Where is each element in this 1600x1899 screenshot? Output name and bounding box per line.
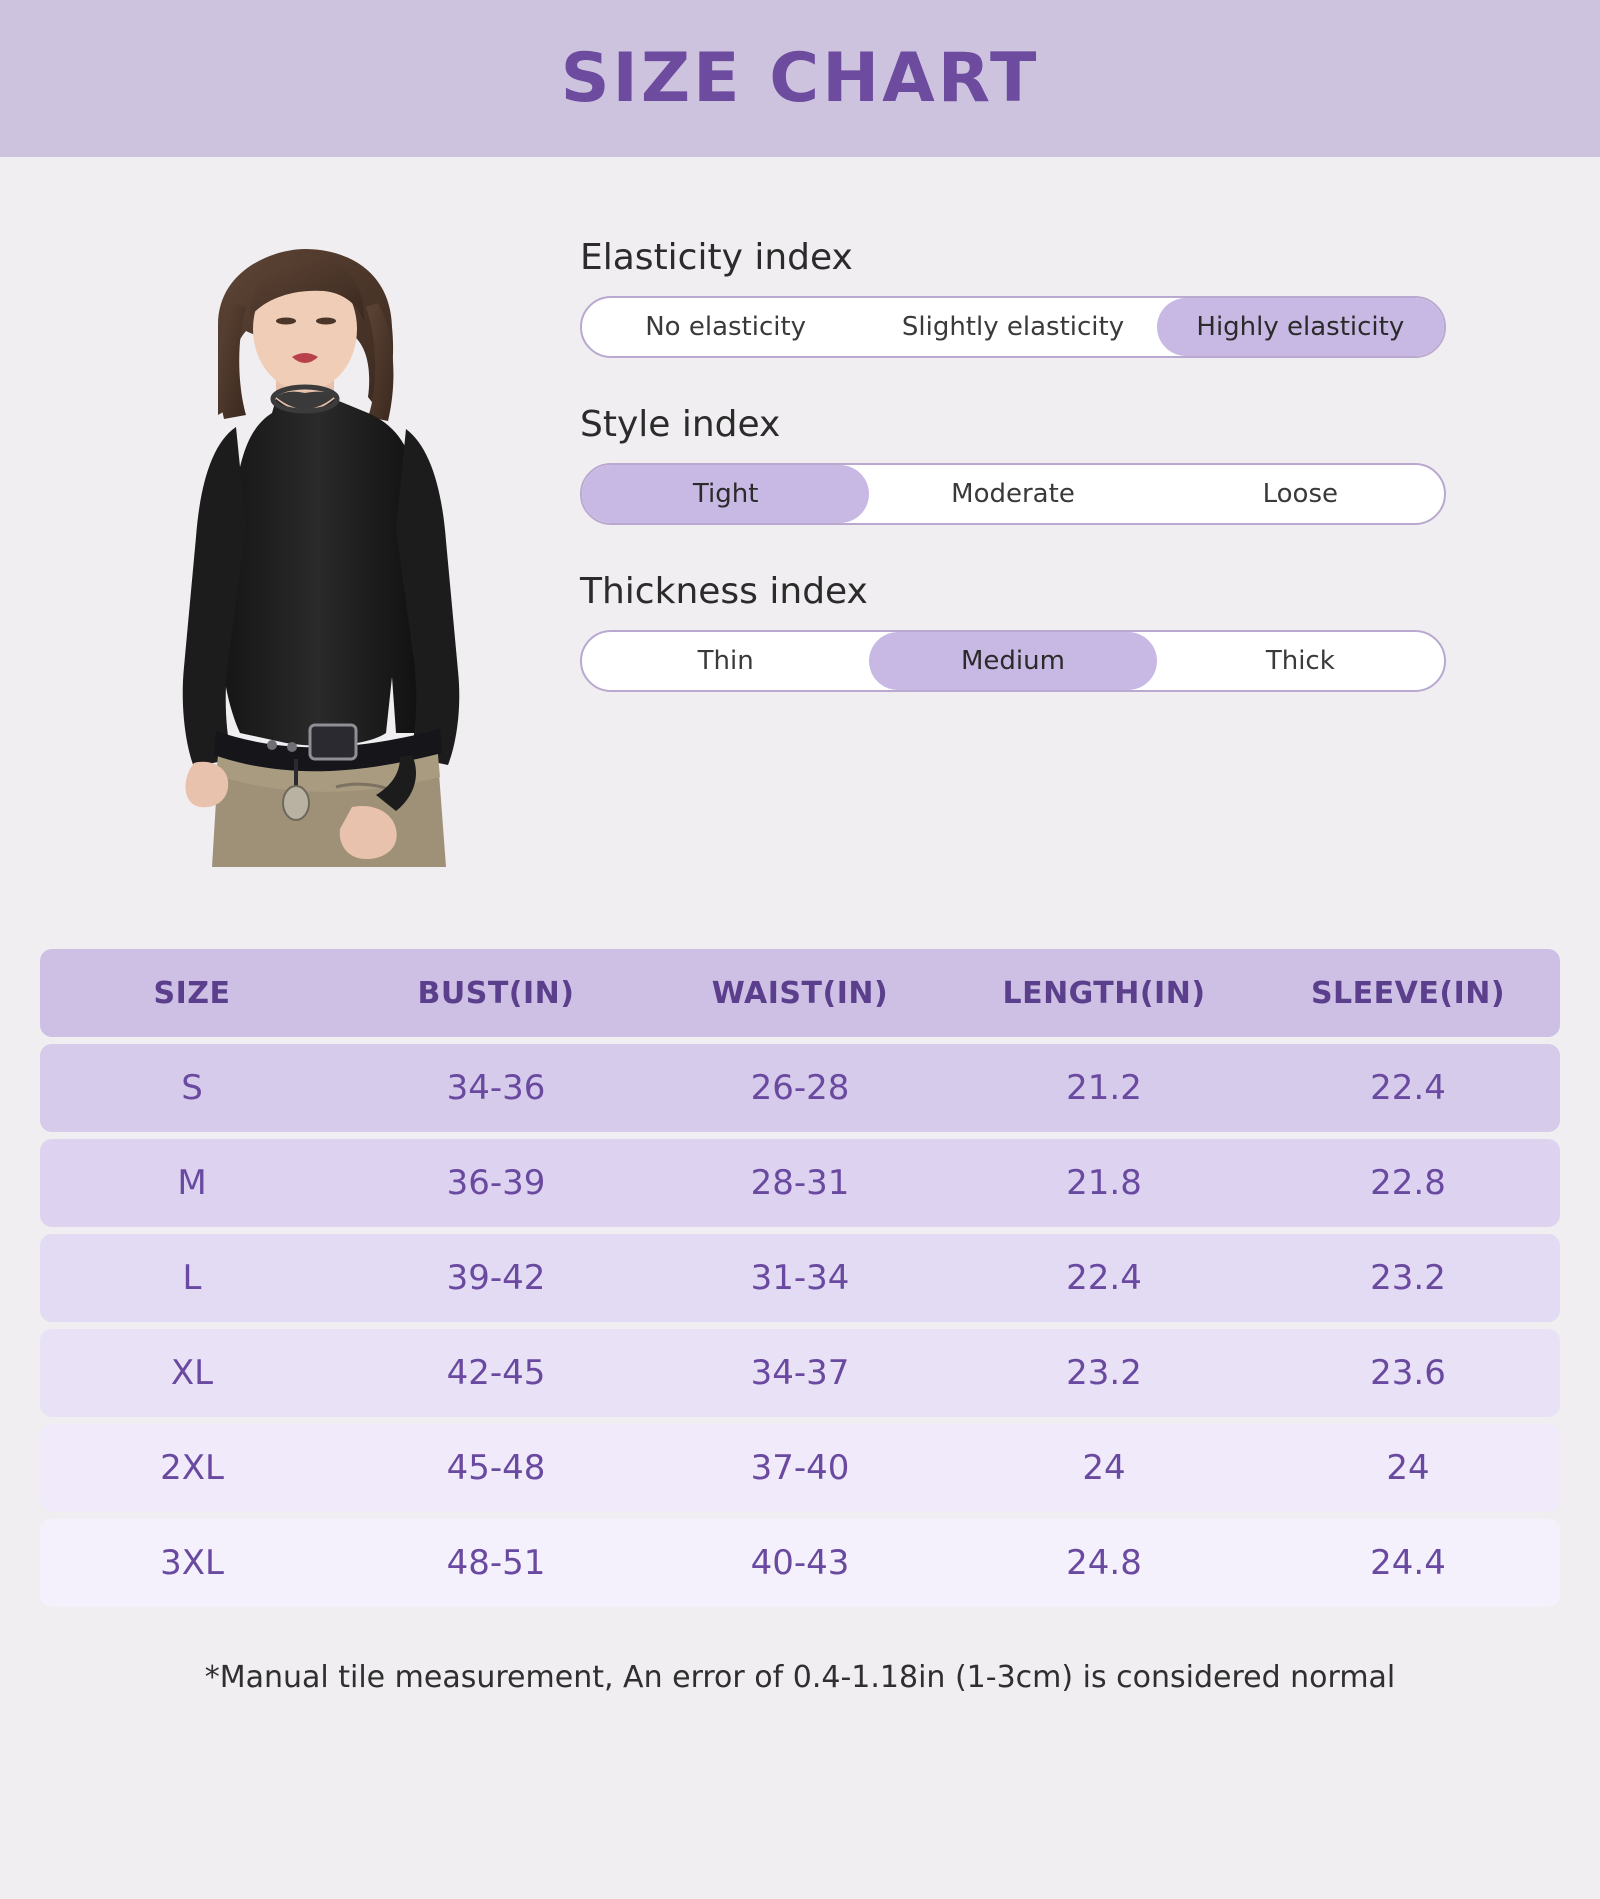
table-row: [40, 1329, 1560, 1417]
cell-length: 21.8: [952, 1139, 1256, 1227]
size-table-container: [0, 867, 1600, 1614]
cell-length: 21.2: [952, 1044, 1256, 1132]
column-header-sleeve: SLEEVE(IN): [1256, 949, 1560, 1037]
cell-length: 22.4: [952, 1234, 1256, 1322]
style-index-title: Style index: [580, 404, 781, 445]
cell-bust: 36-39: [344, 1139, 648, 1227]
cell-size: 3XL: [40, 1519, 344, 1607]
thickness-index-block: [580, 571, 1560, 692]
style-index-options: [580, 463, 1446, 525]
cell-size: S: [40, 1044, 344, 1132]
cell-size: XL: [40, 1329, 344, 1417]
product-model-image: [100, 247, 500, 867]
column-header-length: LENGTH(IN): [952, 949, 1256, 1037]
cell-bust: 45-48: [344, 1424, 648, 1512]
cell-waist: 34-37: [648, 1329, 952, 1417]
size-table: [40, 942, 1560, 1614]
table-row: [40, 1424, 1560, 1512]
cell-waist: 26-28: [648, 1044, 952, 1132]
page-title: SIZE CHART: [560, 39, 1040, 118]
index-column: [560, 217, 1560, 692]
table-row: [40, 1044, 1560, 1132]
table-row: [40, 1234, 1560, 1322]
cell-size: L: [40, 1234, 344, 1322]
cell-waist: 31-34: [648, 1234, 952, 1322]
table-row: [40, 1139, 1560, 1227]
thickness-option-thick[interactable]: Thick: [1265, 646, 1335, 676]
cell-bust: 42-45: [344, 1329, 648, 1417]
cell-waist: 40-43: [648, 1519, 952, 1607]
elasticity-index-options: [580, 296, 1446, 358]
thickness-option-thin[interactable]: Thin: [697, 646, 754, 676]
elasticity-option-highly[interactable]: Highly elasticity: [1157, 298, 1444, 356]
table-row: [40, 1519, 1560, 1607]
style-index-block: [580, 404, 1560, 525]
style-option-loose[interactable]: Loose: [1262, 479, 1339, 509]
cell-bust: 39-42: [344, 1234, 648, 1322]
column-header-waist: WAIST(IN): [648, 949, 952, 1037]
style-option-tight[interactable]: Tight: [582, 465, 869, 523]
cell-sleeve: 24: [1256, 1424, 1560, 1512]
cell-bust: 34-36: [344, 1044, 648, 1132]
cell-length: 23.2: [952, 1329, 1256, 1417]
elasticity-index-block: [580, 237, 1560, 358]
cell-waist: 37-40: [648, 1424, 952, 1512]
cell-sleeve: 23.6: [1256, 1329, 1560, 1417]
cell-sleeve: 22.4: [1256, 1044, 1560, 1132]
table-body: [40, 1044, 1560, 1607]
thickness-index-options: [580, 630, 1446, 692]
cell-sleeve: 22.8: [1256, 1139, 1560, 1227]
measurement-footnote: *Manual tile measurement, An error of 0.4-1.18in (1-3cm) is considered normal: [204, 1660, 1396, 1695]
column-header-bust: BUST(IN): [344, 949, 648, 1037]
top-section: [0, 157, 1600, 867]
table-header-row: [40, 949, 1560, 1037]
column-header-size: SIZE: [40, 949, 344, 1037]
cell-length: 24.8: [952, 1519, 1256, 1607]
cell-length: 24: [952, 1424, 1256, 1512]
cell-sleeve: 23.2: [1256, 1234, 1560, 1322]
elasticity-option-slightly[interactable]: Slightly elasticity: [901, 312, 1125, 342]
cell-bust: 48-51: [344, 1519, 648, 1607]
cell-size: M: [40, 1139, 344, 1227]
thickness-option-medium[interactable]: Medium: [869, 632, 1156, 690]
elasticity-option-no[interactable]: No elasticity: [645, 312, 807, 342]
style-option-moderate[interactable]: Moderate: [951, 479, 1075, 509]
cell-waist: 28-31: [648, 1139, 952, 1227]
cell-sleeve: 24.4: [1256, 1519, 1560, 1607]
elasticity-index-title: Elasticity index: [580, 237, 853, 278]
thickness-index-title: Thickness index: [580, 571, 868, 612]
page-header: [0, 0, 1600, 157]
cell-size: 2XL: [40, 1424, 344, 1512]
model-image-container: [40, 217, 560, 867]
